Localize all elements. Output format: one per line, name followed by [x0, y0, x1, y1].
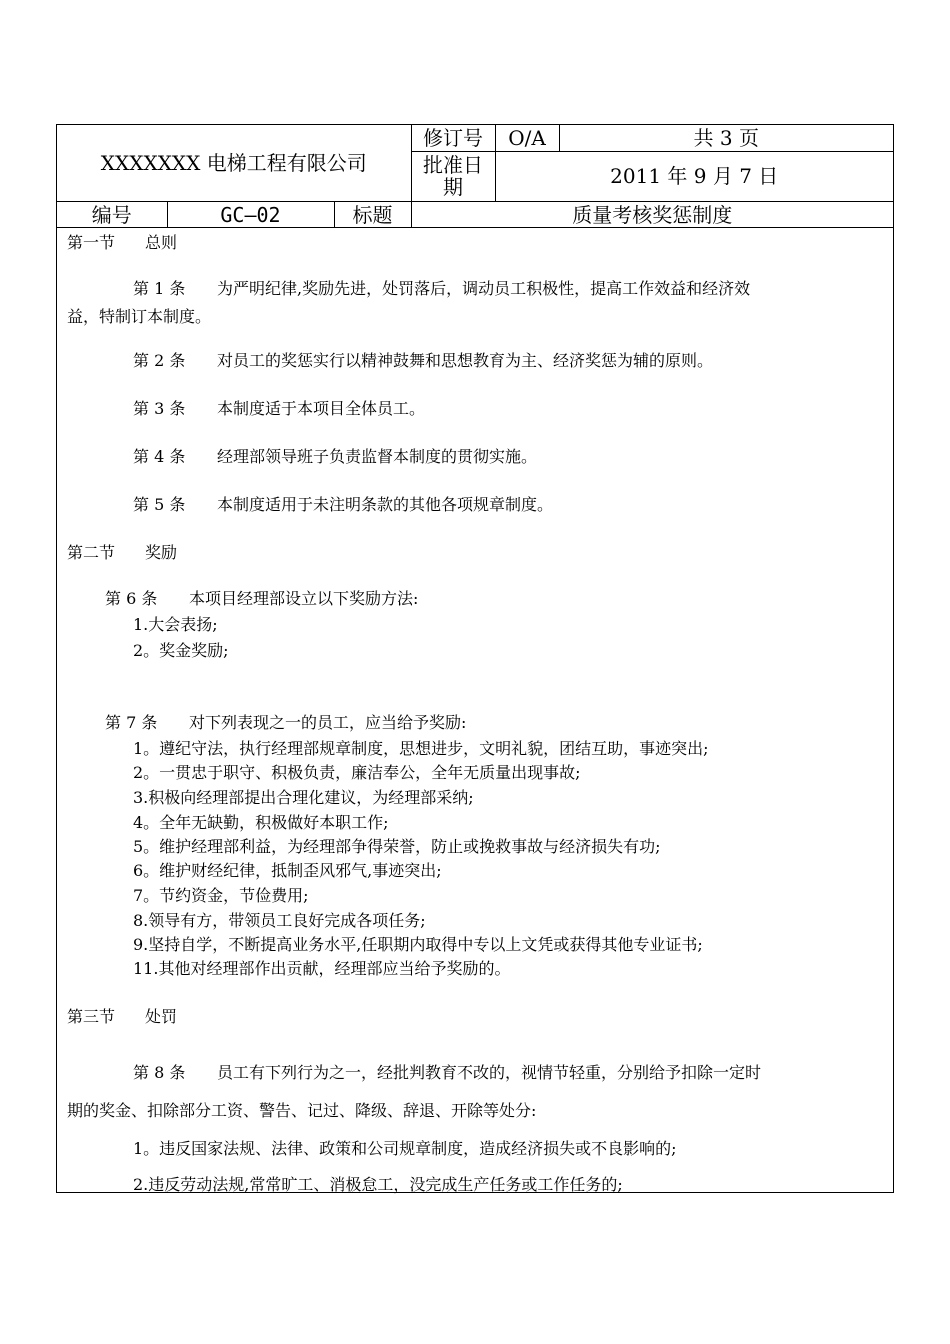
article-number: 第 4 条	[133, 447, 186, 466]
list-item: 3.积极向经理部提出合理化建议，为经理部采纳;	[133, 788, 474, 807]
article-6	[105, 587, 418, 611]
approval-label-line1: 批准日	[423, 153, 483, 177]
article-1	[133, 277, 750, 301]
list-item: 6。维护财经纪律，抵制歪风邪气,事迹突出;	[133, 861, 442, 880]
approval-date-label	[411, 151, 495, 201]
article-text: 本制度适用于未注明条款的其他各项规章制度。	[217, 495, 554, 514]
article-number: 第 3 条	[133, 399, 186, 418]
article-text: 经理部领导班子负责监督本制度的贯彻实施。	[217, 447, 538, 466]
list-item: 2。一贯忠于职守、积极负责，廉洁奉公，全年无质量出现事故;	[133, 763, 581, 782]
article-3	[133, 397, 425, 421]
article-4	[133, 445, 537, 469]
article-1-continued: 益，特制订本制度。	[67, 307, 212, 326]
approval-label-line2: 期	[443, 175, 463, 199]
section-name: 奖励	[145, 543, 178, 562]
list-item: 1。违反国家法规、法律、政策和公司规章制度，造成经济损失或不良影响的;	[133, 1139, 677, 1158]
list-item: 1.大会表扬;	[133, 615, 218, 634]
section-number: 第一节	[67, 233, 116, 252]
article-text: 对下列表现之一的员工，应当给予奖励:	[189, 713, 467, 732]
article-8-continued: 期的奖金、扣除部分工资、警告、记过、降级、辞退、开除等处分:	[67, 1101, 537, 1120]
page-count: 共 3 页	[559, 125, 893, 151]
article-text: 本制度适于本项目全体员工。	[217, 399, 426, 418]
number-label: 编号	[57, 202, 167, 228]
article-2	[133, 349, 713, 373]
list-item: 11.其他对经理部作出贡献，经理部应当给予奖励的。	[133, 959, 511, 978]
article-5	[133, 493, 553, 517]
list-item: 2。奖金奖励;	[133, 641, 229, 660]
article-text: 员工有下列行为之一，经批判教育不改的，视情节轻重，分别给予扣除一定时	[217, 1063, 762, 1082]
document-header-table	[57, 125, 893, 202]
section-2-heading	[67, 541, 177, 565]
article-number: 第 5 条	[133, 495, 186, 514]
list-item: 5。维护经理部利益，为经理部争得荣誉，防止或挽救事故与经济损失有功;	[133, 837, 661, 856]
revision-value: O/A	[495, 125, 559, 151]
approval-date: 2011 年 9 月 7 日	[495, 151, 893, 201]
document-meta-table	[57, 201, 893, 228]
article-number: 第 2 条	[133, 351, 186, 370]
section-number: 第二节	[67, 543, 116, 562]
article-number: 第 7 条	[105, 713, 158, 732]
article-number: 第 1 条	[133, 279, 186, 298]
section-number: 第三节	[67, 1007, 116, 1026]
section-1-heading	[67, 231, 177, 255]
company-name: XXXXXXX 电梯工程有限公司	[57, 125, 411, 201]
article-number: 第 6 条	[105, 589, 158, 608]
article-text: 为严明纪律,奖励先进，处罚落后，调动员工积极性，提高工作效益和经济效	[217, 279, 751, 298]
list-item: 9.坚持自学，不断提高业务水平,任职期内取得中专以上文凭或获得其他专业证书;	[133, 935, 703, 954]
section-name: 处罚	[145, 1007, 178, 1026]
document-title: 质量考核奖惩制度	[411, 202, 893, 228]
list-item: 1。遵纪守法，执行经理部规章制度，思想进步，文明礼貌，团结互助，事迹突出;	[133, 739, 709, 758]
list-item: 7。节约资金，节俭费用;	[133, 886, 309, 905]
section-3-heading	[67, 1005, 177, 1029]
title-label: 标题	[334, 202, 411, 228]
article-7	[105, 711, 466, 735]
article-text: 本项目经理部设立以下奖励方法:	[189, 589, 419, 608]
document-sheet	[56, 124, 894, 1193]
article-text: 对员工的奖惩实行以精神鼓舞和思想教育为主、经济奖惩为辅的原则。	[217, 351, 714, 370]
article-number: 第 8 条	[133, 1063, 186, 1082]
revision-label: 修订号	[411, 125, 495, 151]
number-value: GC—02	[167, 202, 334, 228]
list-item: 4。全年无缺勤，积极做好本职工作;	[133, 813, 389, 832]
list-item: 8.领导有方，带领员工良好完成各项任务;	[133, 911, 426, 930]
section-name: 总则	[145, 233, 178, 252]
article-8	[133, 1061, 761, 1085]
list-item: 2.违反劳动法规,常常旷工、消极怠工，没完成生产任务或工作任务的;	[133, 1175, 623, 1194]
